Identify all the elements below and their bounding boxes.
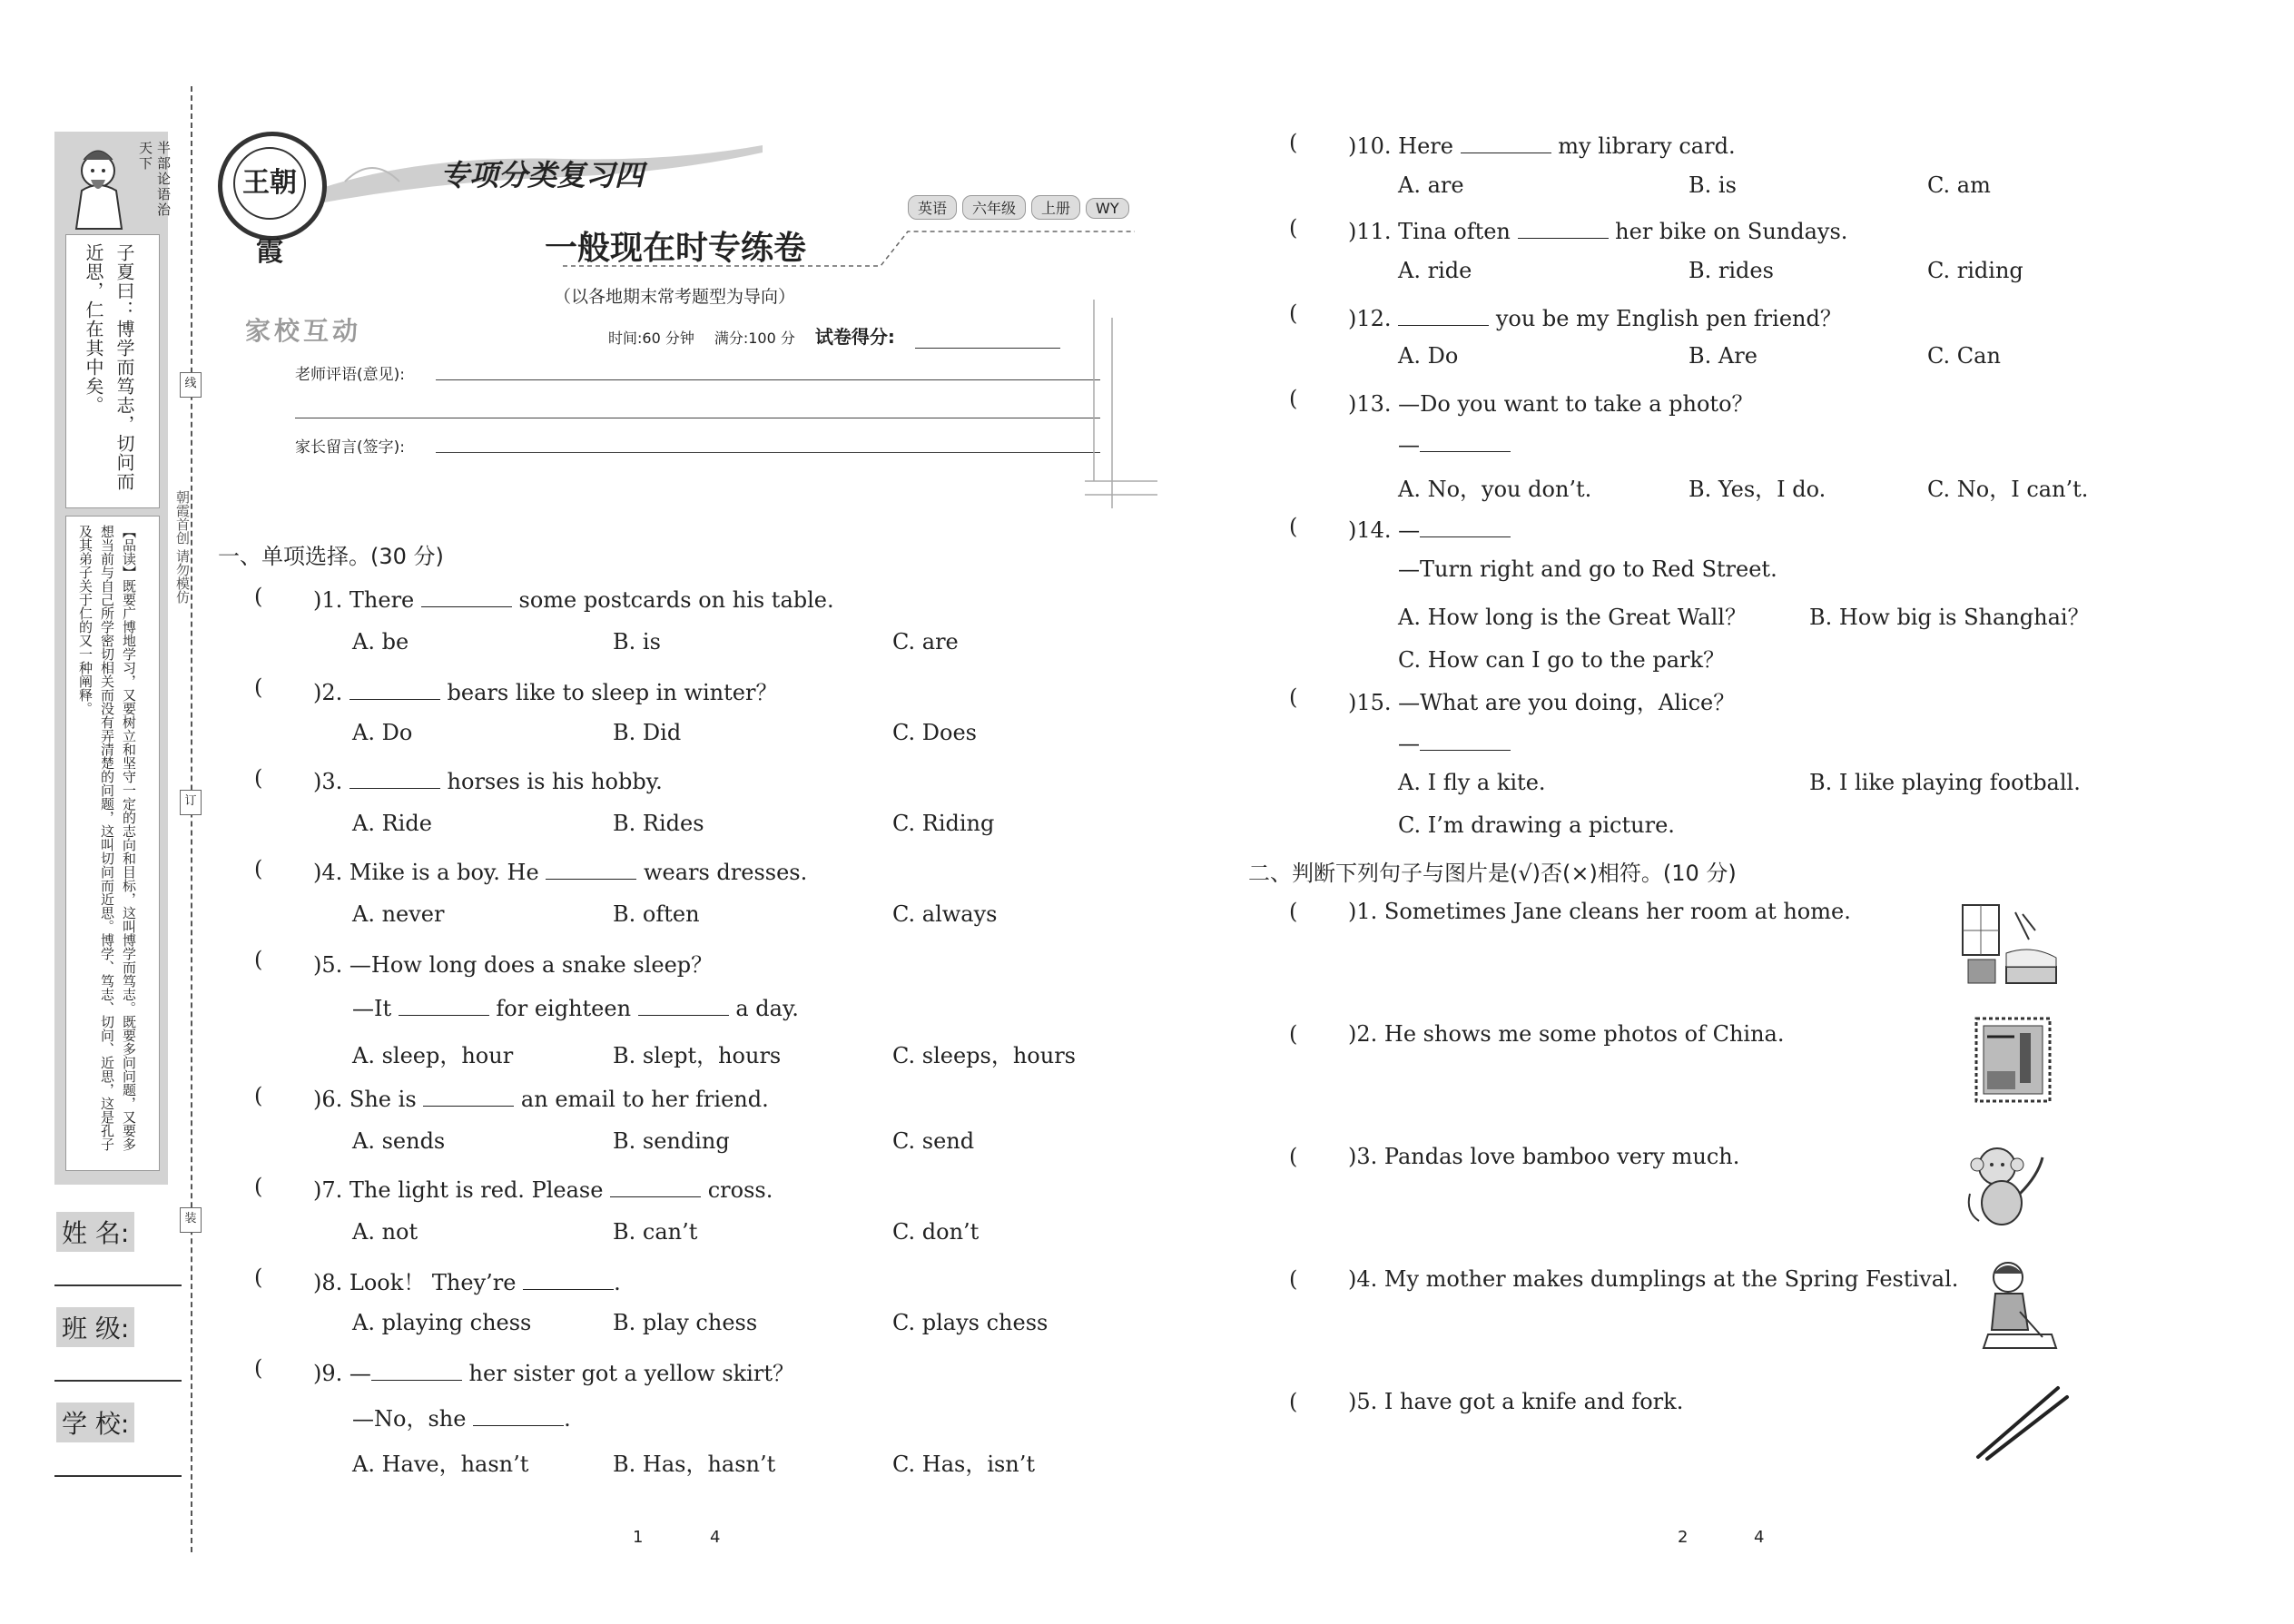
q14-option-c[interactable]: C. How can I go to the park？ xyxy=(1398,647,1726,673)
q5-option-b[interactable]: B. slept，hours xyxy=(613,1043,782,1068)
question-10: )10. Here my library card. xyxy=(1348,130,1736,159)
answer-paren-11[interactable]: ( xyxy=(1289,215,1298,241)
judge-item-5: )5. I have got a knife and fork. xyxy=(1348,1389,1684,1414)
judge-item-4: )4. My mother makes dumplings at the Spring Festival. xyxy=(1348,1266,1959,1292)
judge-item-2: )2. He shows me some photos of China. xyxy=(1348,1021,1785,1047)
q15-option-b[interactable]: B. I like playing football. xyxy=(1809,770,2081,795)
parent-comment-label: 家长留言(签字): xyxy=(295,438,405,457)
q6-option-c[interactable]: C. send xyxy=(892,1128,975,1154)
blank[interactable] xyxy=(350,676,440,700)
section1-title: 一、单项选择。(30 分) xyxy=(218,544,444,569)
q9-option-c[interactable]: C. Has，isn’t xyxy=(892,1452,1036,1477)
blank[interactable] xyxy=(1398,302,1489,326)
series-title: 专项分类复习四 xyxy=(440,158,645,192)
q11-option-b[interactable]: B. rides xyxy=(1689,258,1774,283)
answer-paren-14[interactable]: ( xyxy=(1289,514,1298,539)
logo-text: 王朝霞 xyxy=(233,147,306,220)
sidebar-quote: 子夏曰：博学而笃志，切问而近思，仁在其中矣。 xyxy=(83,243,135,491)
q5-option-a[interactable]: A. sleep，hour xyxy=(352,1043,514,1068)
q15-option-c[interactable]: C. I’m drawing a picture. xyxy=(1398,812,1675,838)
blank[interactable] xyxy=(1420,727,1511,751)
answer-paren-3[interactable]: ( xyxy=(254,765,263,791)
q12-option-b[interactable]: B. Are xyxy=(1689,343,1757,369)
judge-paren-4[interactable]: ( xyxy=(1289,1266,1298,1292)
question-14: )14. — xyxy=(1348,514,1511,543)
score-label: 试卷得分: xyxy=(814,326,895,348)
tag-edition: WY xyxy=(1086,198,1129,219)
q11-option-a[interactable]: A. ride xyxy=(1398,258,1472,283)
blank[interactable] xyxy=(350,765,440,789)
header-frame-lines xyxy=(1085,300,1157,508)
class-label: 班 级: xyxy=(56,1307,134,1347)
school-label: 学 校: xyxy=(56,1403,134,1442)
q12-option-c[interactable]: C. Can xyxy=(1927,343,2001,369)
blank[interactable] xyxy=(1420,428,1511,452)
tag-grade: 六年级 xyxy=(962,195,1026,220)
q4-option-b[interactable]: B. often xyxy=(613,901,700,927)
right-page-number: 2 xyxy=(1678,1528,1689,1547)
blank[interactable] xyxy=(371,1357,462,1381)
parent-comment-field[interactable] xyxy=(436,452,1100,453)
cut-mark-install: 装 xyxy=(180,1207,202,1233)
q14-option-b[interactable]: B. How big is Shanghai？ xyxy=(1809,605,2090,630)
brand-logo xyxy=(218,132,327,268)
q8-option-a[interactable]: A. playing chess xyxy=(352,1310,532,1335)
judge-item-3: )3. Pandas love bamboo very much. xyxy=(1348,1144,1740,1169)
cut-mark-bind: 订 xyxy=(180,790,202,815)
sidebar-reading: 【品读】既要广博地学习，又要树立和坚守一定的志向和目标，这叫博学而笃志。既要多问问题，又要多想当前与自己所学密切相关而没有弄清楚的问题，这叫切问而近思。博学、笃志、切问、近思，这是孔子及其弟子关于仁的又一种阐释。 xyxy=(77,525,137,1151)
question-14-reply: —Turn right and go to Red Street. xyxy=(1398,556,1777,582)
q4-option-a[interactable]: A. never xyxy=(352,901,445,927)
judge-item-1: )1. Sometimes Jane cleans her room at home. xyxy=(1348,899,1851,924)
sidebar-motto: 半部论语治天下 xyxy=(137,141,172,218)
answer-paren-9[interactable]: ( xyxy=(254,1355,263,1381)
q6-option-a[interactable]: A. sends xyxy=(352,1128,446,1154)
q8-option-b[interactable]: B. play chess xyxy=(613,1310,758,1335)
q10-option-a[interactable]: A. are xyxy=(1398,172,1464,198)
exam-title: 一般现在时专练卷 xyxy=(545,230,807,267)
exam-time: 时间:60 分钟 xyxy=(608,330,694,347)
q13-option-a[interactable]: A. No，you don’t. xyxy=(1398,477,1592,502)
exam-info xyxy=(608,322,1060,349)
blank[interactable] xyxy=(1518,215,1609,239)
blank[interactable] xyxy=(399,992,489,1016)
question-2: )2. bears like to sleep in winter？ xyxy=(313,674,777,706)
question-9-reply: —No，she . xyxy=(352,1401,571,1432)
question-1: )1. There some postcards on his table. xyxy=(313,584,834,613)
cut-mark-line: 线 xyxy=(180,372,202,398)
judge-paren-2[interactable]: ( xyxy=(1289,1021,1298,1047)
teacher-comment-label: 老师评语(意见): xyxy=(295,366,405,384)
blank[interactable] xyxy=(523,1266,614,1290)
question-13: )13. —Do you want to take a photo？ xyxy=(1348,391,1754,417)
question-15-reply: — xyxy=(1398,727,1511,756)
blank[interactable] xyxy=(546,856,636,880)
blank[interactable] xyxy=(473,1403,564,1426)
q1-option-a[interactable]: A. be xyxy=(352,629,409,655)
tag-subject: 英语 xyxy=(908,195,957,220)
q10-option-c[interactable]: C. am xyxy=(1927,172,1991,198)
question-15: )15. —What are you doing，Alice？ xyxy=(1348,690,1736,715)
q14-option-a[interactable]: A. How long is the Great Wall？ xyxy=(1398,605,1747,630)
answer-paren-1[interactable]: ( xyxy=(254,584,263,609)
question-4: )4. Mike is a boy. He wears dresses. xyxy=(313,856,807,885)
q1-option-c[interactable]: C. are xyxy=(892,629,959,655)
section2-title: 二、判断下列句子与图片是(√)否(×)相符。(10 分) xyxy=(1248,861,1737,886)
cut-line xyxy=(191,86,192,1552)
answer-paren-13[interactable]: ( xyxy=(1289,386,1298,411)
q12-option-a[interactable]: A. Do xyxy=(1398,343,1459,369)
bedroom-picture-icon xyxy=(1961,903,2061,985)
left-page-total: 4 xyxy=(710,1528,721,1547)
school-field[interactable] xyxy=(54,1475,182,1477)
blank[interactable] xyxy=(1461,130,1551,153)
answer-paren-15[interactable]: ( xyxy=(1289,684,1298,710)
q2-option-b[interactable]: B. Did xyxy=(613,720,682,745)
tag-volume: 上册 xyxy=(1031,195,1080,220)
class-field[interactable] xyxy=(54,1380,182,1382)
question-13-reply: — xyxy=(1398,428,1511,458)
home-school-label: 家校互动 xyxy=(245,316,362,346)
blank[interactable] xyxy=(421,584,512,607)
copyright-note: 朝霞首创 请勿模仿 xyxy=(174,490,191,604)
monkey-picture-icon xyxy=(1961,1139,2052,1230)
judge-paren-5[interactable]: ( xyxy=(1289,1389,1298,1414)
question-3: )3. horses is his hobby. xyxy=(313,765,663,794)
q7-option-b[interactable]: B. can’t xyxy=(613,1219,698,1245)
q11-option-c[interactable]: C. riding xyxy=(1927,258,2023,283)
answer-paren-7[interactable]: ( xyxy=(254,1174,263,1199)
blank[interactable] xyxy=(1420,514,1511,537)
teacher-comment-field[interactable] xyxy=(436,379,1100,380)
q13-option-c[interactable]: C. No，I can’t. xyxy=(1927,477,2089,502)
q7-option-a[interactable]: A. not xyxy=(352,1219,418,1245)
answer-paren-10[interactable]: ( xyxy=(1289,130,1298,155)
blank[interactable] xyxy=(610,1174,701,1197)
question-7: )7. The light is red. Please cross. xyxy=(313,1174,773,1203)
q4-option-c[interactable]: C. always xyxy=(892,901,998,927)
judge-paren-3[interactable]: ( xyxy=(1289,1144,1298,1169)
answer-paren-8[interactable]: ( xyxy=(254,1265,263,1290)
q8-option-c[interactable]: C. plays chess xyxy=(892,1310,1049,1335)
answer-paren-12[interactable]: ( xyxy=(1289,300,1298,326)
question-12: )12. you be my English pen friend？ xyxy=(1348,300,1842,332)
answer-paren-2[interactable]: ( xyxy=(254,674,263,700)
q3-option-c[interactable]: C. Riding xyxy=(892,811,995,836)
q9-option-b[interactable]: B. Has，hasn’t xyxy=(613,1452,776,1477)
q3-option-b[interactable]: B. Rides xyxy=(613,811,704,836)
q2-option-a[interactable]: A. Do xyxy=(352,720,413,745)
chopsticks-picture-icon xyxy=(1974,1384,2070,1462)
question-6: )6. She is an email to her friend. xyxy=(313,1083,769,1112)
question-5-reply: —It for eighteen a day. xyxy=(352,992,799,1021)
q7-option-c[interactable]: C. don’t xyxy=(892,1219,980,1245)
q10-option-b[interactable]: B. is xyxy=(1689,172,1737,198)
girl-drawing-picture-icon xyxy=(1970,1257,2061,1353)
q2-option-c[interactable]: C. Does xyxy=(892,720,977,745)
q13-option-b[interactable]: B. Yes，I do. xyxy=(1689,477,1826,502)
question-11: )11. Tina often her bike on Sundays. xyxy=(1348,215,1847,244)
answer-paren-5[interactable]: ( xyxy=(254,947,263,972)
name-label: 姓 名: xyxy=(56,1212,134,1252)
q6-option-b[interactable]: B. sending xyxy=(613,1128,730,1154)
exam-full-score: 满分:100 分 xyxy=(714,330,795,347)
question-8: )8. Look！ They’re . xyxy=(313,1265,621,1296)
right-page-total: 4 xyxy=(1754,1528,1765,1547)
question-5: )5. —How long does a snake sleep？ xyxy=(313,952,714,978)
q9-option-a[interactable]: A. Have，hasn’t xyxy=(352,1452,529,1477)
q15-option-a[interactable]: A. I fly a kite. xyxy=(1398,770,1546,795)
blank[interactable] xyxy=(423,1083,514,1107)
judge-paren-1[interactable]: ( xyxy=(1289,899,1298,924)
stamp-picture-icon xyxy=(1974,1017,2052,1103)
answer-paren-6[interactable]: ( xyxy=(254,1083,263,1108)
exam-subtitle: （以各地期末常考题型为导向） xyxy=(554,287,796,307)
q3-option-a[interactable]: A. Ride xyxy=(352,811,432,836)
q5-option-c[interactable]: C. sleeps，hours xyxy=(892,1043,1076,1068)
blank[interactable] xyxy=(638,992,729,1016)
answer-paren-4[interactable]: ( xyxy=(254,856,263,881)
question-9: )9. — her sister got a yellow skirt？ xyxy=(313,1355,794,1387)
left-page-number: 1 xyxy=(633,1528,644,1547)
score-field[interactable] xyxy=(915,348,1060,349)
q1-option-b[interactable]: B. is xyxy=(613,629,661,655)
name-field[interactable] xyxy=(54,1284,182,1286)
